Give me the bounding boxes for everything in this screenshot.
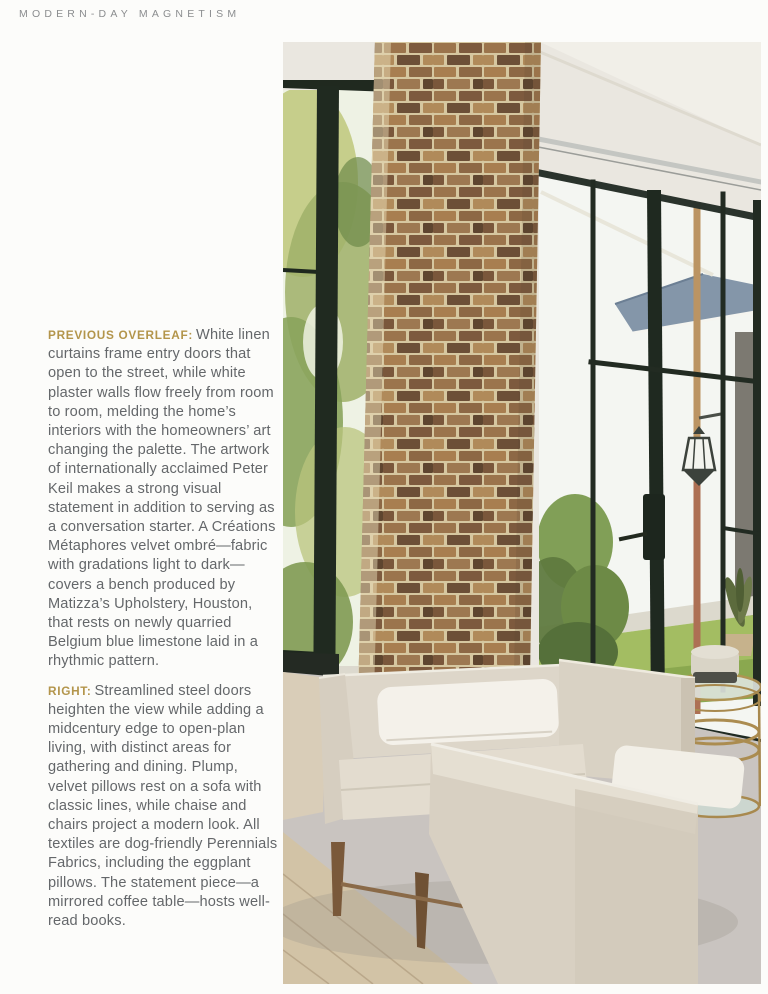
caption-previous-overleaf [48, 326, 281, 672]
door-handle [643, 494, 665, 560]
interior-photo-illustration [283, 42, 761, 984]
caption-right [48, 682, 281, 932]
white-lumbar-pillow [377, 678, 560, 745]
caption-text-right: Streamlined steel doors heighten the view while adding a midcentury edge to open-plan living, with distinct areas for gathering and dining. Plump, velvet pillows rest on a sofa with classic lines, while chaise and chairs project a modern look. All textiles are dog-friendly Perennials Fabrics, including the eggplant pillows. The statement piece—a mirrored coffee table—hosts well-read books. [48, 682, 278, 930]
brick-column [343, 42, 553, 740]
caption-label-previous-overleaf: PREVIOUS OVERLEAF: [48, 328, 194, 342]
caption-label-right: RIGHT: [48, 683, 92, 698]
page-kicker: MODERN-DAY MAGNETISM [19, 8, 241, 20]
interior-photo [283, 42, 761, 984]
stone-box [691, 645, 739, 683]
article-text-column [48, 326, 281, 941]
caption-text-previous-overleaf: White linen curtains frame entry doors that open to the street, while white plaster walls flow freely from room to room, melding the home’s interiors with the homeowners’ art changing the palette. The artwork of internationally acclaimed Peter Keil makes a strong visual statement in addition to serving as a conversation starter. A Créations Métaphores velvet ombré—fabric with gradations light to dark—covers a bench produced by Matizza’s Upholstery, Houston, that rests on newly quarried Belgium blue limestone laid in a rhythmic pattern. [48, 327, 276, 670]
